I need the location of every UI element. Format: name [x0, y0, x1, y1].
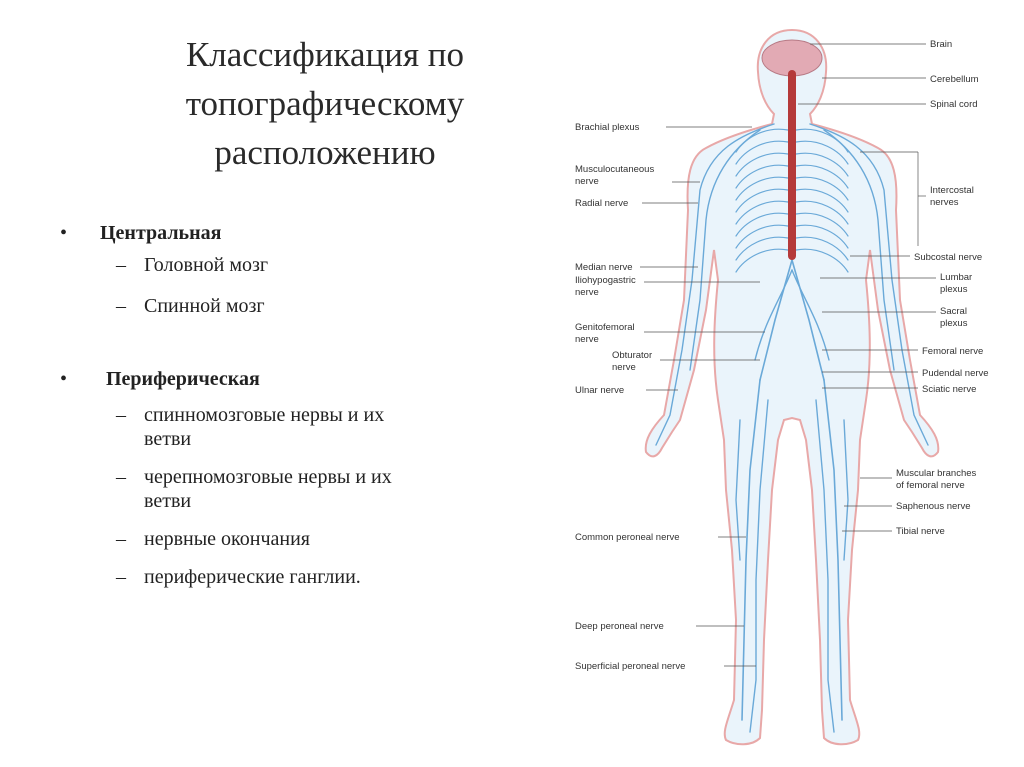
dash-icon: – [116, 295, 126, 317]
label-intercostal-nerves: Intercostal nerves [930, 185, 974, 208]
label-iliohypogastric-nerve: Iliohypogastric nerve [575, 275, 636, 298]
list-item-text: Головной мозг [144, 254, 269, 276]
label-deep-peroneal-nerve: Deep peroneal nerve [575, 621, 664, 632]
bullet-icon: • [60, 368, 68, 390]
dash-icon: – [116, 254, 126, 276]
label-saphenous-nerve: Saphenous nerve [896, 501, 971, 512]
dash-icon: – [116, 566, 126, 588]
title-line: Классификация по [185, 35, 465, 74]
label-superficial-peroneal-nerve: Superficial peroneal nerve [575, 661, 686, 672]
central-heading [60, 222, 540, 245]
list-item-line: периферические ганглии. [144, 566, 361, 588]
list-item-line: нервные окончания [144, 528, 310, 550]
label-genitofemoral-nerve: Genitofemoral nerve [575, 322, 635, 345]
spinal-cord [788, 70, 796, 260]
label-obturator-nerve: Obturator nerve [612, 350, 653, 373]
label-subcostal-nerve: Subcostal nerve [914, 252, 983, 263]
nervous-system-diagram [560, 20, 1020, 767]
label-radial-nerve: Radial nerve [575, 198, 629, 209]
list-item [60, 294, 540, 318]
list-item [60, 253, 540, 277]
list-item [60, 403, 540, 451]
list-item-text: Спинной мозг [144, 295, 265, 317]
dash-icon: – [116, 466, 126, 488]
peripheral-heading [60, 368, 540, 391]
dash-icon: – [116, 404, 126, 426]
slide-title [100, 30, 550, 177]
label-ulnar-nerve: Ulnar nerve [575, 385, 625, 396]
label-sciatic-nerve: Sciatic nerve [922, 384, 977, 395]
dash-icon: – [116, 528, 126, 550]
list-item [60, 565, 540, 589]
label-musculocutaneous-nerve: Musculocutaneous nerve [575, 164, 655, 187]
central-heading-text: Центральная [100, 222, 222, 244]
label-brachial-plexus: Brachial plexus [575, 122, 640, 133]
label-muscular-branches: Muscular branches of femoral nerve [896, 468, 977, 491]
label-sacral-plexus: Sacral plexus [940, 306, 968, 329]
peripheral-heading-text: Периферическая [106, 368, 260, 390]
list-item-line: спинномозговые нервы и их [144, 404, 385, 426]
label-spinal-cord: Spinal cord [930, 99, 978, 110]
title-line: топографическому [185, 84, 465, 123]
label-median-nerve: Median nerve [575, 262, 633, 273]
list-item-line: ветви [144, 428, 192, 450]
label-tibial-nerve: Tibial nerve [896, 526, 945, 537]
label-pudendal-nerve: Pudendal nerve [922, 368, 989, 379]
title-line: расположению [214, 133, 436, 172]
list-item-line: черепномозговые нервы и их [144, 466, 392, 488]
bullet-icon: • [60, 222, 68, 244]
label-common-peroneal-nerve: Common peroneal nerve [575, 532, 680, 543]
label-brain: Brain [930, 39, 953, 50]
label-cerebellum: Cerebellum [930, 74, 979, 85]
list-item-line: ветви [144, 490, 192, 512]
list-item [60, 527, 540, 551]
label-lumbar-plexus: Lumbar plexus [940, 272, 973, 295]
list-item [60, 465, 540, 513]
classification-list [60, 222, 540, 589]
label-femoral-nerve: Femoral nerve [922, 346, 984, 357]
